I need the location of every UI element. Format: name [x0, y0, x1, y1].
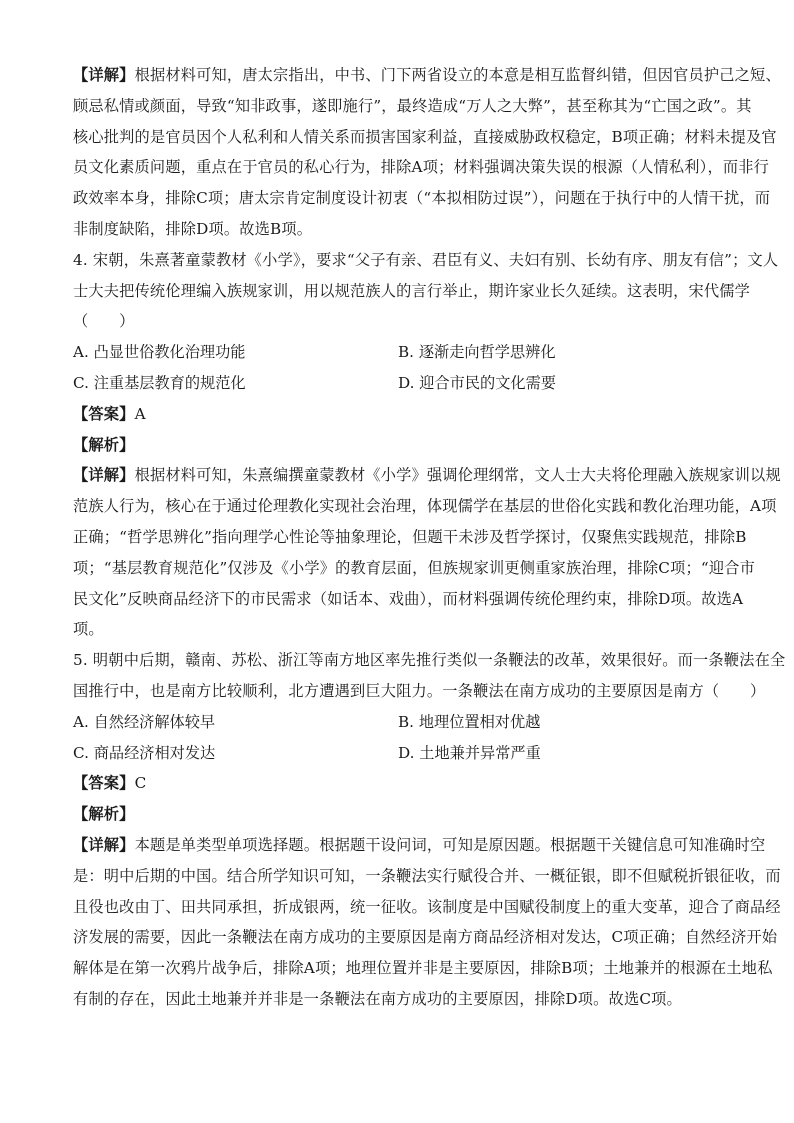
q4-stem-line: 士大夫把传统伦理编入族规家训，用以规范族人的言行举止，期许家业长久延续。这表明，宋代儒学: [73, 281, 751, 300]
q4-options-row: [73, 337, 728, 368]
document-page: [73, 60, 786, 1015]
question-5: [73, 645, 786, 1015]
answer-tag: 【答案】: [73, 774, 135, 793]
q3-detail-line: 非制度缺陷，排除D项。故选B项。: [73, 219, 313, 238]
detail-tag: 【详解】: [73, 66, 135, 84]
q5-detail-line: 是：明中后期的中国。结合所学知识可知，一条鞭法实行赋役合并、一概征银，即不但赋税折银征收，而: [73, 866, 781, 885]
option-a: A. 凸显世俗教化治理功能: [73, 343, 246, 362]
question-4: [73, 245, 781, 645]
q4-stem-line: （ ）: [73, 312, 135, 331]
answer-tag: 【答案】: [73, 404, 135, 423]
option-d: D. 迎合市民的文化需要: [398, 373, 556, 392]
q4-detail-line: 项；“基层教育规范化”仅涉及《小学》的教育层面，但族规家训更侧重家族治理，排除C项；“迎合市: [73, 558, 755, 577]
q4-detail-line: 民文化”反映商品经济下的市民需求（如话本、戏曲），而材料强调传统伦理约束，排除D项。故选A: [73, 589, 744, 608]
q5-stem-line: 国推行中，也是南方比较顺利，北方遭遇到巨大阻力。一条鞭法在南方成功的主要原因是南方（ ）: [73, 681, 766, 700]
q3-detail: [73, 60, 781, 245]
q3-detail-line: 员文化素质问题，重点在于官员的私心行为，排除A项；材料强调决策失误的根源（人情私利），而非行: [73, 158, 770, 177]
q4-detail-line: 项。: [73, 620, 104, 639]
q5-detail-line: 【详解】本题是单类型单项选择题。根据题干设问词，可知是原因题。根据题干关键信息可知准确时空: [73, 835, 766, 854]
q4-options-row: [73, 368, 728, 399]
q5-detail-line: 解体是在第一次鸦片战争后，排除A项；地理位置并非是主要原因，排除B项；土地兼并的根源在土地私: [73, 959, 773, 978]
q5-options-row: [73, 738, 728, 769]
option-b: B. 地理位置相对优越: [398, 712, 541, 731]
q5-stem-line: 5. 明朝中后期，赣南、苏松、浙江等南方地区率先推行类似一条鞭法的改革，效果很好。而一条鞭法在全: [73, 651, 786, 670]
option-a: A. 自然经济解体较早: [73, 712, 216, 731]
q5-options-row: [73, 707, 728, 738]
detail-tag: 【详解】: [73, 835, 135, 854]
q4-analysis-tag: 【解析】: [73, 435, 135, 454]
option-b: B. 逐渐走向哲学思辨化: [398, 343, 556, 362]
q4-detail-line: 正确；“哲学思辨化”指向理学心性论等抽象理论，但题干未涉及哲学探讨，仅聚焦实践规范，排除B: [73, 527, 747, 546]
q3-detail-line: 政效率本身，排除C项；唐太宗肯定制度设计初衷（“本拟相防过误”），问题在于执行中的人情干扰，而: [73, 189, 771, 208]
q5-detail-line: 有制的存在，因此土地兼并并非是一条鞭法在南方成功的主要原因，排除D项。故选C项。: [73, 989, 682, 1008]
detail-tag: 【详解】: [73, 466, 135, 485]
q3-detail-line: 【详解】根据材料可知，唐太宗指出，中书、门下两省设立的本意是相互监督纠错，但因官员护己之短、: [73, 66, 781, 84]
q5-detail-line: 济发展的需要，因此一条鞭法在南方成功的主要原因是南方商品经济相对发达，C项正确；自然经济开始: [73, 928, 778, 947]
option-d: D. 土地兼并异常严重: [398, 743, 541, 762]
option-c: C. 注重基层教育的规范化: [73, 373, 246, 392]
option-c: C. 商品经济相对发达: [73, 743, 216, 762]
q5-detail-line: 且役也改由丁、田共同承担，折成银两，统一征收。该制度是中国赋役制度上的重大变革，迎合了商品经: [73, 897, 781, 916]
q4-detail-line: 范族人行为，核心在于通过伦理教化实现社会治理，体现儒学在基层的世俗化实践和教化治理功能，A项: [73, 497, 777, 516]
q4-detail-line: 【详解】根据材料可知，朱熹编撰童蒙教材《小学》强调伦理纲常，文人士大夫将伦理融入族规家训以规: [73, 466, 781, 485]
q5-analysis-tag: 【解析】: [73, 805, 135, 824]
q3-detail-line: 顾忌私情或颜面，导致“知非政事，遂即施行”，最终造成“万人之大弊”，甚至称其为“亡国之政”。其: [73, 96, 752, 115]
q5-answer: [73, 768, 728, 799]
answer-value: C: [134, 774, 147, 793]
q3-detail-line: 核心批判的是官员因个人私利和人情关系而损害国家利益，直接威胁政权稳定，B项正确；材料未提及官: [73, 127, 777, 146]
answer-value: A: [134, 404, 146, 423]
q4-answer: [73, 399, 728, 430]
q4-stem-line: 4. 宋朝，朱熹著童蒙教材《小学》，要求“父子有亲、君臣有义、夫妇有别、长幼有序、朋友有信”；文人: [73, 250, 779, 269]
